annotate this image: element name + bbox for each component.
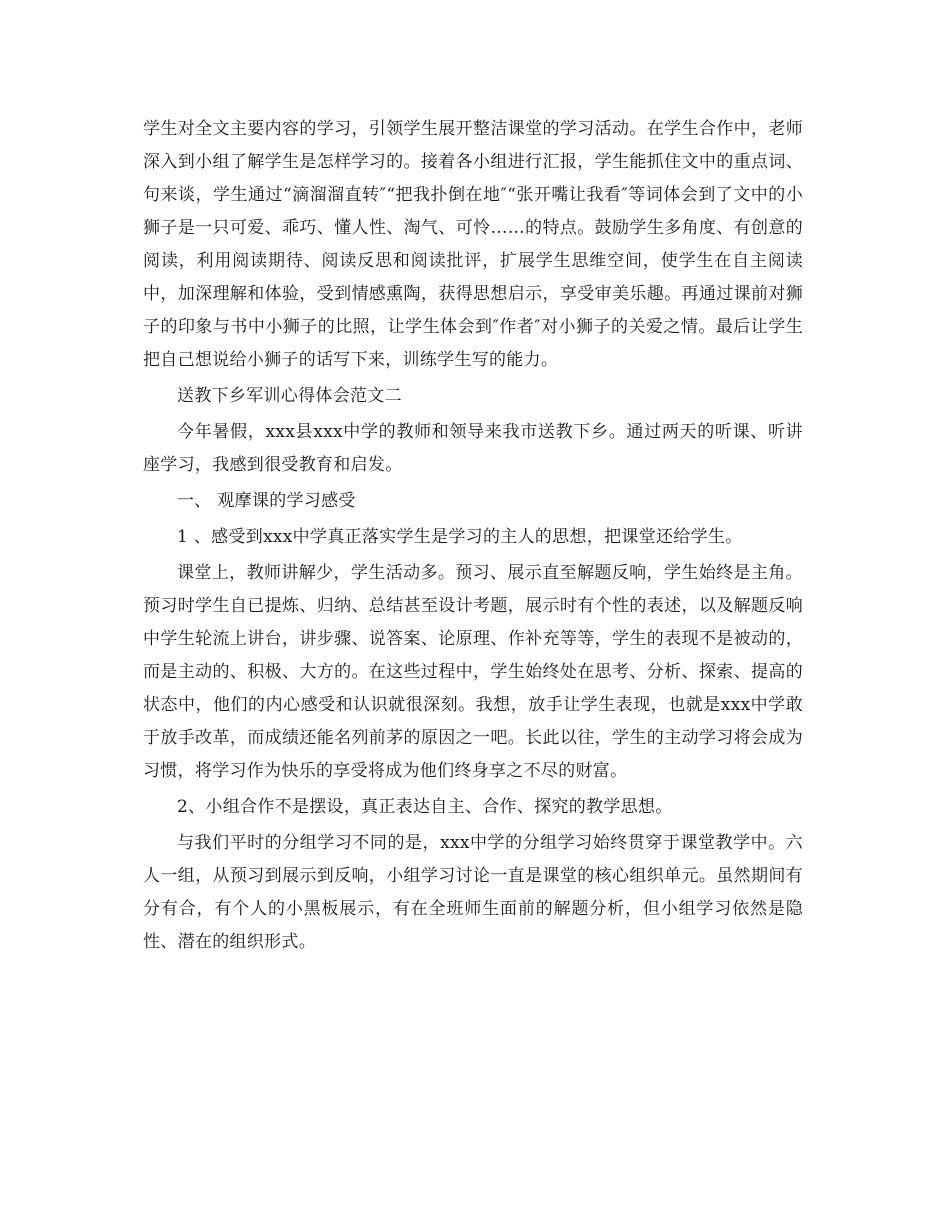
paragraph-group-study: 与我们平时的分组学习不同的是，xxx中学的分组学习始终贯穿于课堂教学中。六人一组，从预习到展示到反响，小组学习讨论一直是课堂的核心组织单元。虽然期间有分有合，有个人的小黑板展示，有在全班师生面前的解题分析，但小组学习依然是隐性、潜在的组织形式。 (143, 833, 803, 952)
document-page (143, 113, 803, 959)
point-two-heading: 2、小组合作不是摆设，真正表达自主、合作、探究的教学思想。 (177, 797, 673, 817)
subheading-observation: 一、 观摩课的学习感受 (177, 491, 356, 511)
point-one-heading: 1 、感受到xxx中学真正落实学生是学习的主人的思想，把课堂还给学生。 (177, 527, 743, 547)
paragraph-intro: 今年暑假，xxx县xxx中学的教师和领导来我市送教下乡。通过两天的听课、听讲座学习，我感到很受教育和启发。 (143, 422, 803, 475)
section-heading-article-two: 送教下乡军训心得体会范文二 (177, 386, 402, 406)
paragraph-lesson-summary: 学生对全文主要内容的学习，引领学生展开整洁课堂的学习活动。在学生合作中，老师深入到小组了解学生是怎样学习的。接着各小组进行汇报，学生能抓住文中的重点词、句来谈，学生通过“滴溜溜直转″“把我扑倒在地″“张开嘴让我看″等词体会到了文中的小狮子是一只可爱、乖巧、懂人性、淘气、可怜……的特点。鼓励学生多角度、有创意的阅读，利用阅读期待、阅读反思和阅读批评，扩展学生思维空间，使学生在自主阅读中，加深理解和体验，受到情感熏陶，获得思想启示，享受审美乐趣。再通过课前对狮子的印象与书中小狮子的比照，让学生体会到″作者″对小狮子的关爱之情。最后让学生把自己想说给小狮子的话写下来，训练学生写的能力。 (143, 119, 803, 370)
paragraph-classroom: 课堂上，教师讲解少，学生活动多。预习、展示直至解题反响，学生始终是主角。预习时学生自已提炼、归纳、总结甚至设计考题，展示时有个性的表述，以及解题反响中学生轮流上讲台，讲步骤、说答案、论原理、作补充等等，学生的表现不是被动的，而是主动的、积极、大方的。在这些过程中，学生始终处在思考、分析、探索、提高的状态中，他们的内心感受和认识就很深刻。我想，放手让学生表现，也就是xxx中学敢于放手改革，而成绩还能名列前茅的原因之一吧。长此以往，学生的主动学习将会成为习惯，将学习作为快乐的享受将成为他们终身享之不尽的财富。 (143, 563, 803, 781)
